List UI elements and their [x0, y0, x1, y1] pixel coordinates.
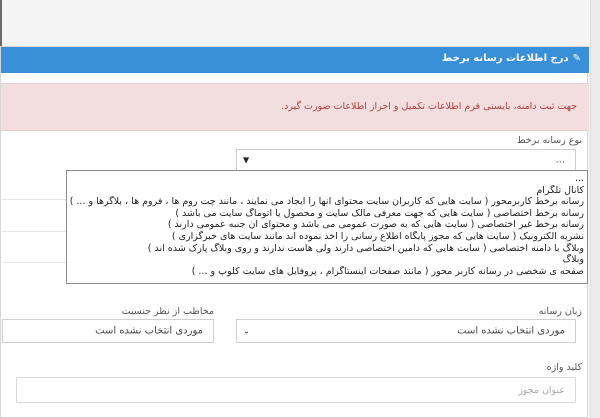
dropdown-option[interactable]: رسانه برخط اختصاصی ( سایت هایی که جهت معرفی مالک سایت و محصول یا اتوماگ سایت می باشد )	[175, 207, 584, 219]
media-type-selected: ...	[555, 154, 565, 166]
keyword-input[interactable]: عنوان مجوز	[16, 377, 576, 403]
alert-message: جهت ثبت دامنه، بایستی فرم اطلاعات تکمیل و احراز اطلاعات صورت گیرد.	[1, 83, 589, 131]
dropdown-option[interactable]: ...	[574, 173, 584, 184]
audience-label: مخاطب از نظر جنسیت	[121, 306, 214, 317]
dropdown-option[interactable]: وبلاگ با دامنه اختصاصی ( سایت هایی که دامین اختصاصی دارند ولی هاست ندارند و روی وبلاگ پارک شده اند )	[147, 242, 584, 254]
panel-title: درج اطلاعات رسانه برخط	[441, 53, 569, 64]
dropdown-option[interactable]: رسانه برخط کاربرمحور ( سایت هایی که کاربران سایت محتوای آنها را ایجاد می نمایند ، مانند چت روم ها ، فروم ها ، بلاگرها و ... )	[69, 196, 584, 208]
panel-header	[1, 47, 589, 73]
media-type-select[interactable]	[236, 149, 576, 171]
language-value: موردی انتخاب نشده است	[457, 325, 565, 337]
dropdown-option[interactable]: وبلاگ	[562, 254, 584, 266]
scrollbar[interactable]	[590, 0, 600, 418]
dropdown-option[interactable]: رسانه برخط غیر اختصاصی ( سایت هایی که به صورت عمومی می باشد و محتوای آن جنبه عمومی دارند )	[167, 219, 584, 231]
media-type-dropdown	[66, 170, 588, 284]
dropdown-option[interactable]: نشریه الکترونیک ( سایت هایی که مجوز پایگاه اطلاع رسانی را اخذ نموده اند مانند سایت های خبرگزاری )	[171, 230, 584, 242]
language-select[interactable]	[236, 319, 576, 343]
dropdown-option[interactable]: صفحه ی شخصی در رسانه کاربر محور ( مانند صفحات اینستاگرام ، پروفایل های سایت کلوپ و ... )	[191, 265, 584, 277]
media-type-label: نوع رسانه برخط	[516, 135, 582, 146]
dropdown-option[interactable]: کانال تلگرام	[536, 184, 584, 196]
dropdown-arrow-icon: ▼	[243, 155, 250, 165]
language-label: زبان رسانه	[538, 306, 582, 317]
background-divider	[2, 262, 66, 263]
audience-value: موردی انتخاب نشده است	[95, 325, 203, 337]
audience-select[interactable]	[2, 319, 214, 343]
background-divider	[2, 231, 66, 232]
background-divider	[2, 199, 66, 200]
pencil-icon: ✎	[572, 53, 581, 64]
chevron-down-icon: ⌄	[243, 326, 250, 336]
keyword-label: کلید واژه	[546, 362, 582, 373]
